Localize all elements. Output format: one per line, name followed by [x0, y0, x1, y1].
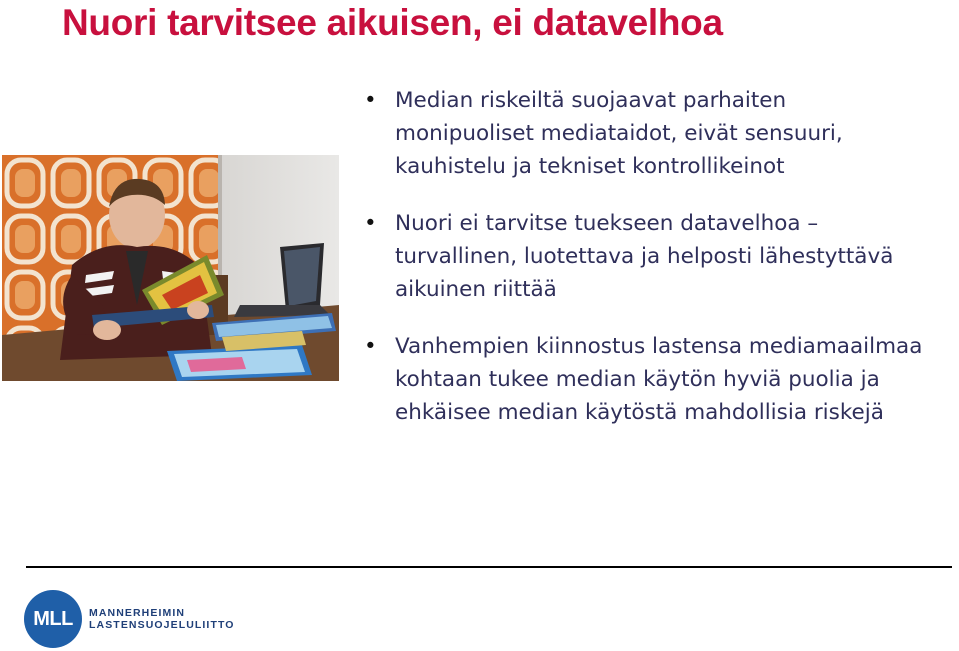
bullet-item — [364, 84, 956, 183]
bullet-line: monipuoliset mediataidot, eivät sensuuri, — [395, 121, 843, 146]
bullet-line: • Vanhempien kiinnostus lastensa mediamaailmaa — [395, 334, 923, 359]
bullet-line: • Nuori ei tarvitse tuekseen datavelhoa – — [395, 211, 819, 236]
bullet-line: • Median riskeiltä suojaavat parhaiten — [395, 88, 787, 113]
mll-logo — [24, 589, 235, 649]
bullet-line: kohtaan tukee median käytön hyviä puolia ja — [395, 367, 880, 392]
bullet-line: ehkäisee median käytöstä mahdollisia riskejä — [395, 400, 884, 425]
footer-divider — [26, 566, 952, 568]
bullet-list — [364, 84, 956, 453]
photo-young-man-with-media — [2, 155, 339, 381]
slide-title: Nuori tarvitsee aikuisen, ei datavelhoa — [62, 2, 723, 43]
bullet-line: aikuinen riittää — [395, 277, 557, 302]
logo-text — [89, 607, 235, 631]
bullet-item — [364, 207, 956, 306]
logo-circle: MLL — [24, 590, 82, 648]
logo-line-1: MANNERHEIMIN — [89, 607, 186, 619]
bullet-line: kauhistelu ja tekniset kontrollikeinot — [395, 154, 785, 179]
bullet-item — [364, 330, 956, 429]
bullet-line: turvallinen, luotettava ja helposti lähestyttävä — [395, 244, 894, 269]
logo-line-2: LASTENSUOJELULIITTO — [89, 619, 235, 631]
